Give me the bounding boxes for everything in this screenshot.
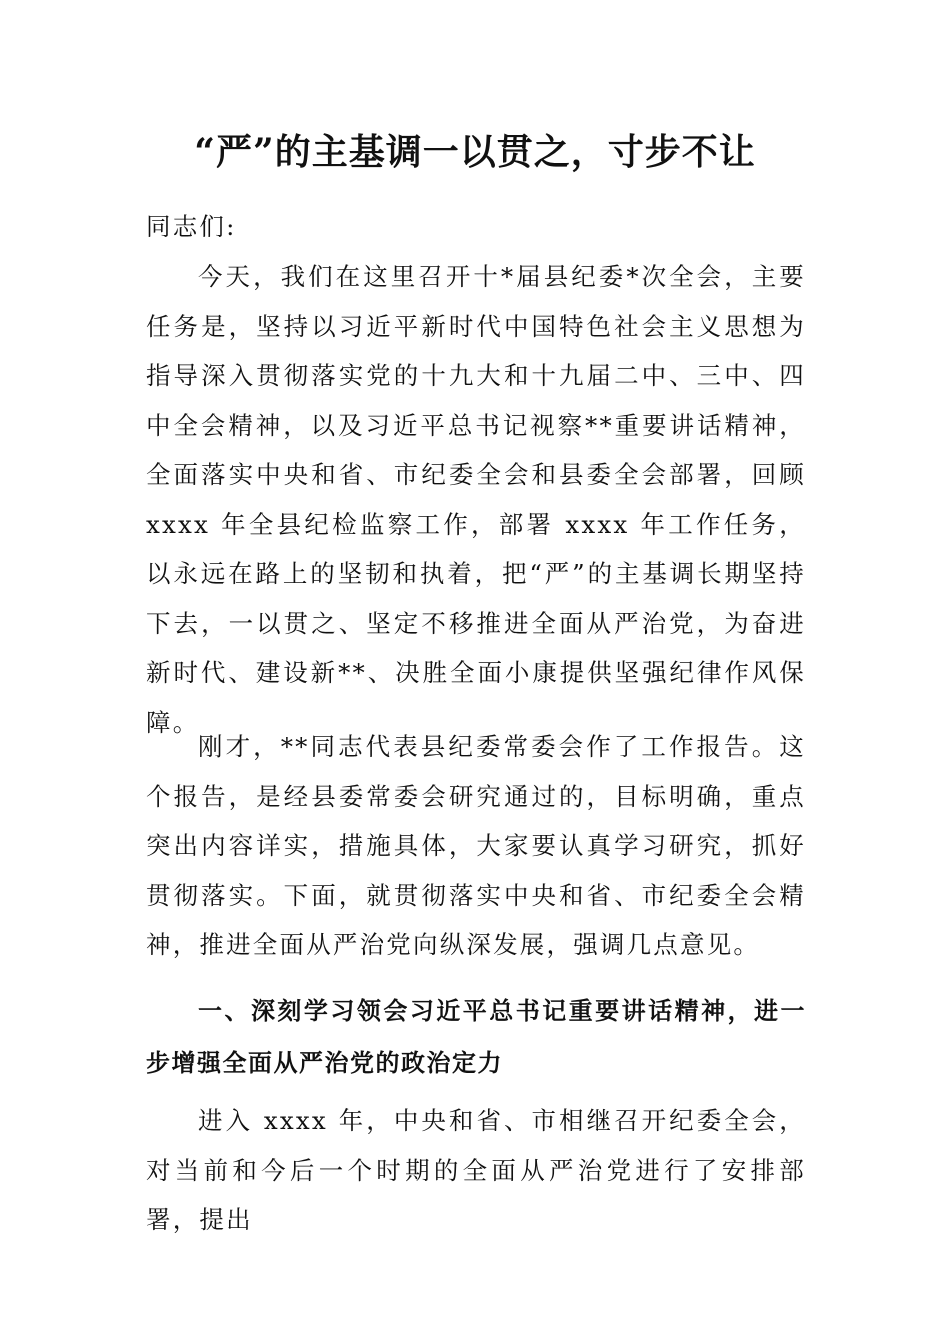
section-heading: 一、深刻学习领会习近平总书记重要讲话精神，进一步增强全面从严治党的政治定力 <box>146 997 806 1077</box>
paragraph-opening: 今天，我们在这里召开十*届县纪委*次全会，主要任务是，坚持以习近平新时代中国特色社会主义思想为指导深入贯彻落实党的十九大和十九届二中、三中、四中全会精神，以及习近平总书记视察**重要讲话精神，全面落实中央和省、市纪委全会和县委全会部署，回顾 xxxx 年全县纪检监察工作，部署 xxxx 年工作任务，以永远在路上的坚韧和执着，把“严”的主基调长期坚持下去，一以贯之、坚定不移推进全面从严治党，为奋进新时代、建设新**、决胜全面小康提供坚强纪律作风保障。 <box>146 262 806 737</box>
paragraph-report: 刚才，**同志代表县纪委常委会作了工作报告。这个报告，是经县委常委会研究通过的，目标明确，重点突出内容详实，措施具体，大家要认真学习研究，抓好贯彻落实。下面，就贯彻落实中央和省、市纪委全会精神，推进全面从严治党向纵深发展，强调几点意见。 <box>146 732 806 959</box>
document-title: “严”的主基调一以贯之，寸步不让 <box>194 131 756 173</box>
greeting: 同志们: <box>146 212 237 241</box>
paragraph-section-one: 进入 xxxx 年，中央和省、市相继召开纪委全会，对当前和今后一个时期的全面从严治党进行了安排部署，提出 <box>146 1106 806 1234</box>
